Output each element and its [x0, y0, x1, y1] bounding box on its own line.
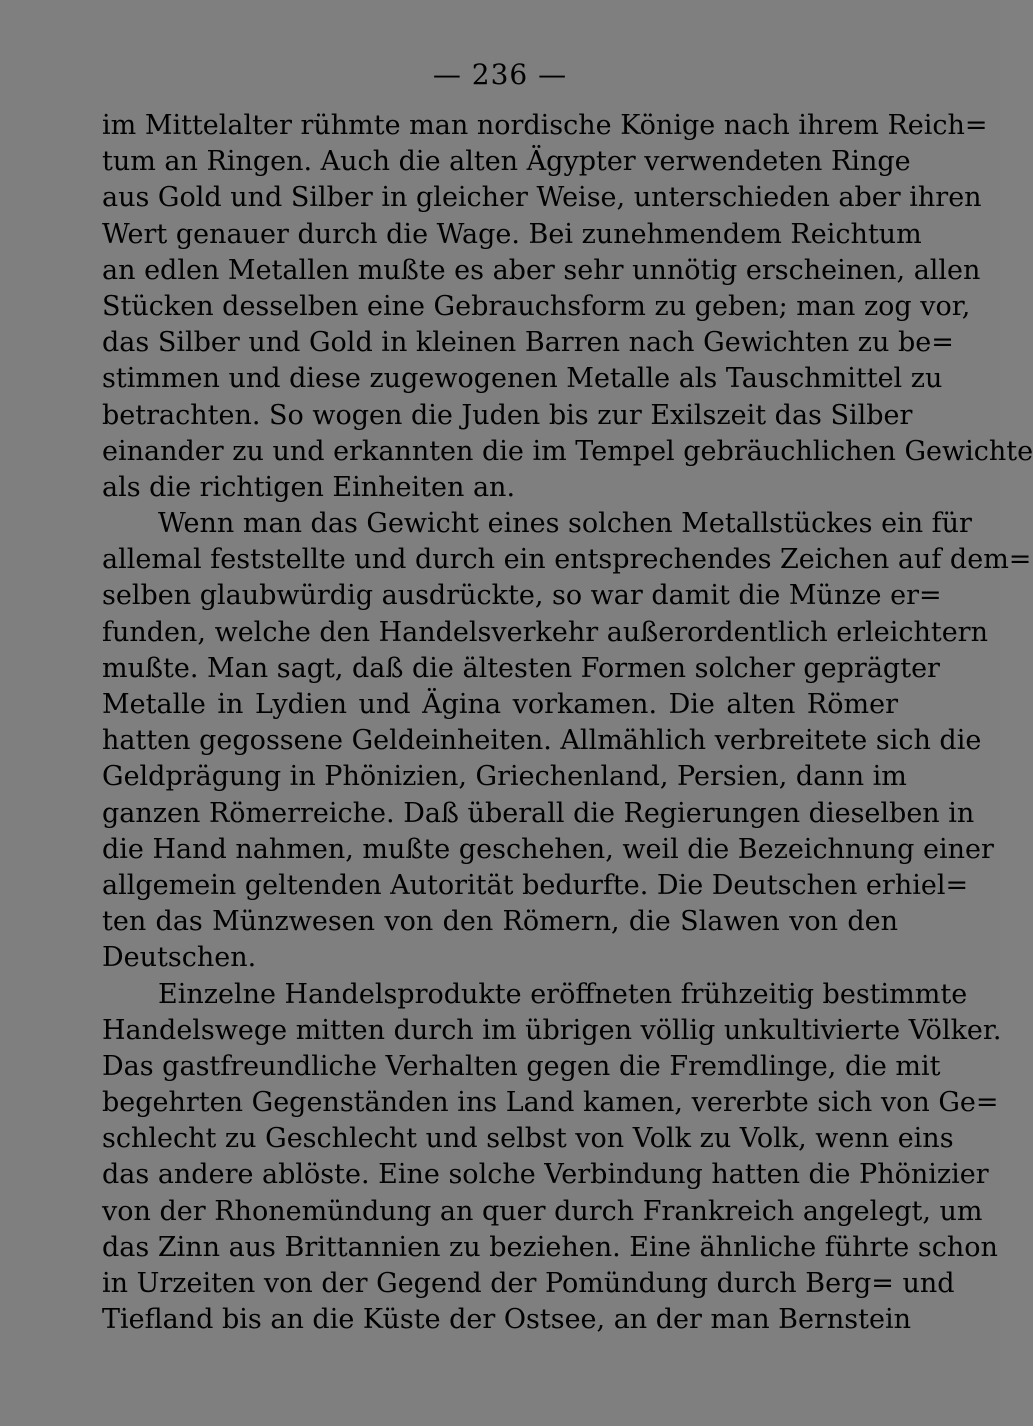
- text-line: Tiefland bis an die Küste der Ostsee, an der man Bernstein: [102, 1304, 912, 1336]
- text-line: allemal feststellte und durch ein entsprechendes Zeichen auf dem=: [102, 544, 1032, 576]
- text-line: als die richtigen Einheiten an.: [102, 471, 516, 503]
- text-line: das andere ablöste. Eine solche Verbindung hatten die Phönizier: [102, 1159, 989, 1191]
- text-line: stimmen und diese zugewogenen Metalle als Tauschmittel zu: [102, 363, 943, 395]
- text-line: begehrten Gegenständen ins Land kamen, vererbte sich von Ge=: [102, 1087, 999, 1119]
- text-line: Wert genauer durch die Wage. Bei zunehmendem Reichtum: [102, 218, 922, 250]
- text-line: das Zinn aus Brittannien zu beziehen. Eine ähnliche führte schon: [102, 1231, 998, 1263]
- paragraph-1: [102, 108, 1033, 506]
- text-line: Deutschen.: [102, 942, 257, 974]
- text-line: betrachten. So wogen die Juden bis zur Exilszeit das Silber: [102, 399, 913, 431]
- text-line: aus Gold und Silber in gleicher Weise, unterschieden aber ihren: [102, 182, 982, 214]
- text-line: ganzen Römerreiche. Daß überall die Regierungen dieselben in: [102, 797, 975, 829]
- text-line: mußte. Man sagt, daß die ältesten Formen solcher geprägter: [102, 652, 940, 684]
- text-line: Geldprägung in Phönizien, Griechenland, Persien, dann im: [102, 761, 907, 793]
- text-line: funden, welche den Handelsverkehr außerordentlich erleichtern: [102, 616, 988, 648]
- text-line: ten das Münzwesen von den Römern, die Slawen von den: [102, 906, 898, 938]
- paragraph-3: [102, 977, 1002, 1339]
- text-line: an edlen Metallen mußte es aber sehr unnötig erscheinen, allen: [102, 254, 981, 286]
- text-line: Einzelne Handelsprodukte eröffneten frühzeitig bestimmte: [158, 978, 968, 1010]
- body-text: [102, 108, 1033, 1338]
- text-line: Metalle in Lydien und Ägina vorkamen. Die alten Römer: [102, 689, 898, 720]
- text-line: Handelswege mitten durch im übrigen völlig unkultivierte Völker.: [102, 1014, 1002, 1046]
- text-line: im Mittelalter rühmte man nordische Könige nach ihrem Reich=: [102, 110, 988, 141]
- text-line: hatten gegossene Geldeinheiten. Allmählich verbreitete sich die: [102, 725, 982, 757]
- text-line: tum an Ringen. Auch die alten Ägypter verwendeten Ringe: [102, 146, 911, 178]
- text-line: von der Rhonemündung an quer durch Frankreich angelegt, um: [102, 1195, 983, 1227]
- text-line: allgemein geltenden Autorität bedurfte. Die Deutschen erhiel=: [102, 869, 969, 901]
- text-line: Das gastfreundliche Verhalten gegen die Fremdlinge, die mit: [102, 1050, 941, 1082]
- text-line: Stücken desselben eine Gebrauchsform zu geben; man zog vor,: [102, 290, 971, 322]
- text-line: das Silber und Gold in kleinen Barren nach Gewichten zu be=: [102, 327, 954, 359]
- text-line: selben glaubwürdig ausdrückte, so war damit die Münze er=: [102, 580, 942, 612]
- text-line: schlecht zu Geschlecht und selbst von Volk zu Volk, wenn eins: [102, 1123, 954, 1155]
- text-line: in Urzeiten von der Gegend der Pomündung durch Berg= und: [102, 1268, 955, 1299]
- text-line: die Hand nahmen, mußte geschehen, weil die Bezeichnung einer: [102, 833, 994, 865]
- text-line: Wenn man das Gewicht eines solchen Metallstückes ein für: [158, 508, 972, 540]
- page-number: — 236 —: [432, 58, 568, 91]
- paragraph-2: [102, 506, 1032, 976]
- text-line: einander zu und erkannten die im Tempel gebräuchlichen Gewichte: [102, 435, 1033, 467]
